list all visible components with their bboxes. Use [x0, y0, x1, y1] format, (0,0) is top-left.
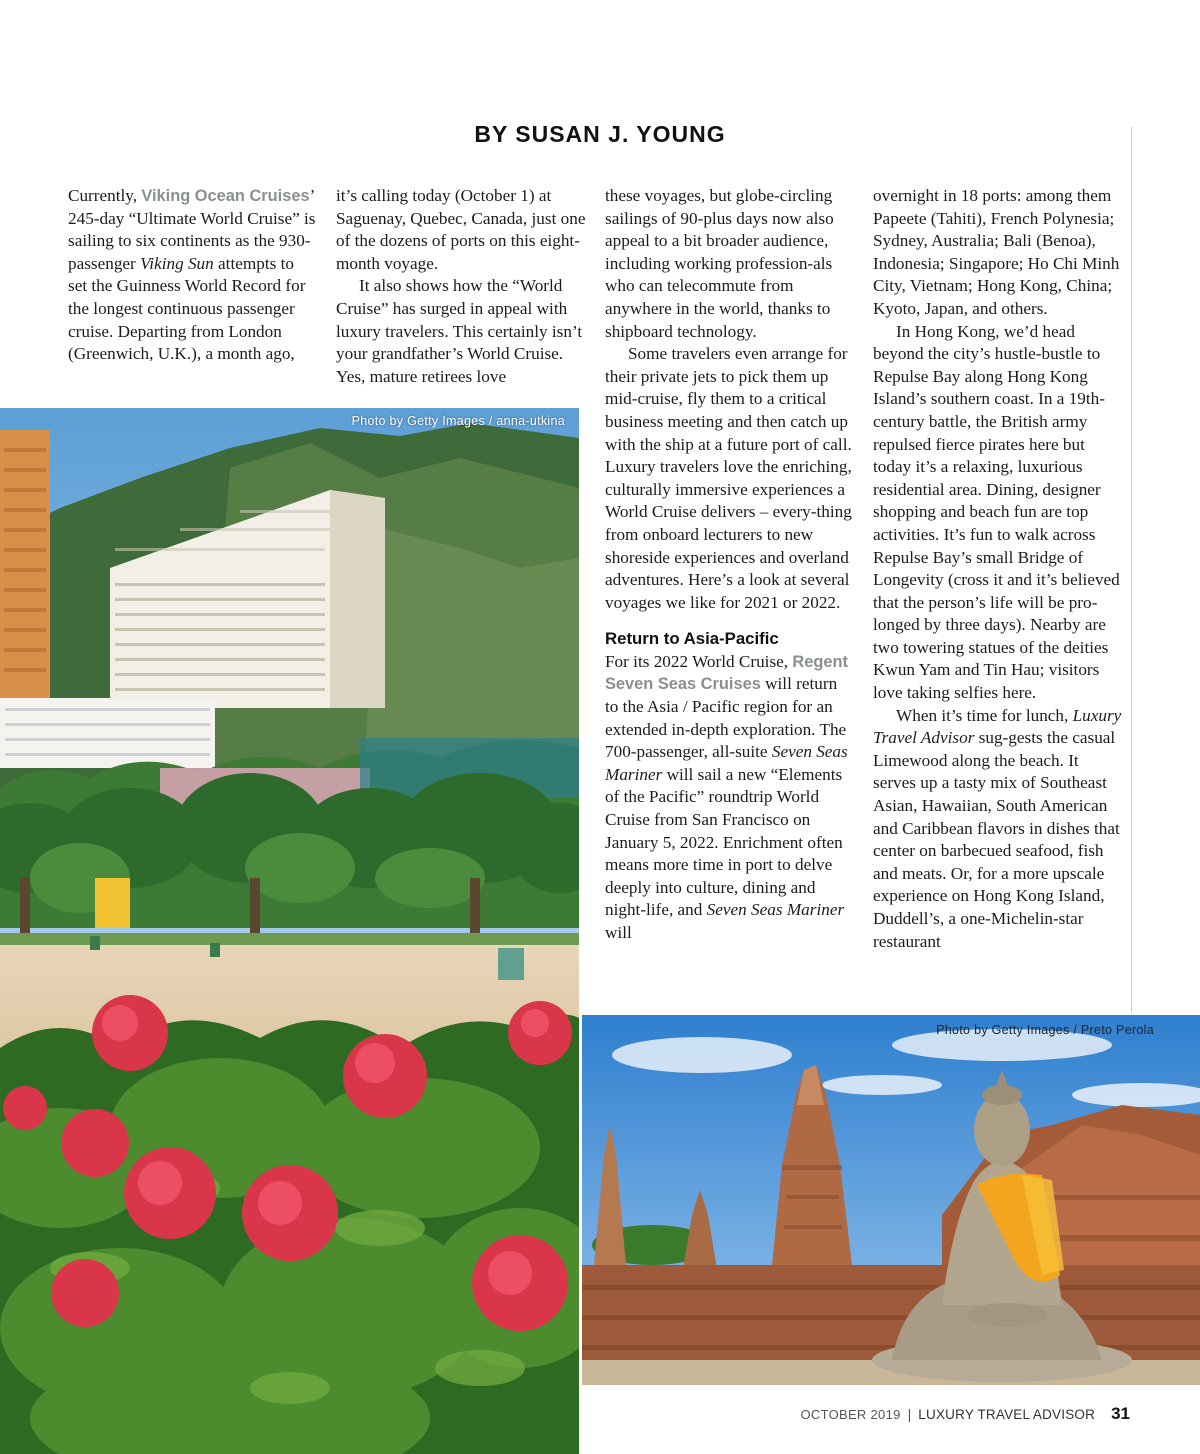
column-divider	[1131, 127, 1132, 1012]
text-run: attempts to set the Guinness World Record for the longest continuous passenger cruise. Departing from London (Greenwich, U.K.), a month ago,	[68, 253, 306, 364]
ship-name: Seven Seas Mariner	[605, 742, 848, 784]
footer-separator: |	[907, 1406, 912, 1422]
ship-name: Seven Seas Mariner	[706, 900, 845, 920]
paragraph: overnight in 18 ports: among them Papeete (Tahiti), French Polynesia; Sydney, Australia; Bali (Benoa), Indonesia; Singapore; Ho Chi Minh City, Vietnam; Hong Kong, China; Kyoto, Japan, and others.	[873, 186, 1120, 318]
paragraph	[68, 185, 316, 366]
paragraph	[873, 705, 1123, 954]
issue-date: OCTOBER 2019	[800, 1407, 901, 1422]
ayutthaya-buddha-photo	[582, 1015, 1200, 1385]
viking-ocean-cruises-link[interactable]: Viking Ocean Cruises	[141, 187, 310, 205]
text-run: will	[605, 923, 632, 942]
repulse-bay-illustration	[0, 408, 579, 1454]
text-run: When it’s time for lunch,	[896, 705, 1073, 725]
text-run: will sail a new “Elements of the Pacific” roundtrip World Cruise from San Francisco on January 5, 2022. Enrichment often means more time in port to delve deeply into culture, dining and night-life, and	[605, 764, 843, 920]
text-run: For its 2022 World Cruise,	[605, 651, 793, 671]
buddha-temple-illustration	[582, 1015, 1200, 1385]
byline: BY SUSAN J. YOUNG	[474, 121, 726, 147]
text-run: ’ 245-day “Ultimate World Cruise” is sailing to six continents as the 930-passenger	[68, 186, 316, 273]
article-column-1	[68, 185, 316, 366]
article-column-3	[605, 185, 853, 945]
repulse-bay-photo	[0, 408, 579, 1454]
article-column-2	[336, 185, 586, 388]
paragraph	[605, 651, 853, 945]
paragraph: It also shows how the “World Cruise” has surged in appeal with luxury travelers. This certainly isn’t your grandfather’s World Cruise. Yes, mature retirees love	[336, 276, 583, 386]
text-run: sug-gests the casual Limewood along the beach. It serves up a tasty mix of Southeast Asian, Hawaiian, South American and Caribbean flavors in dishes that center on barbecued seafood, fish and meats. Or, for a more upscale experience on Hong Kong Island, Duddell’s, a one-Michelin-star restaurant	[873, 728, 1120, 951]
page-number: 31	[1111, 1404, 1130, 1423]
paragraph: these voyages, but globe-circling sailings of 90-plus days now also appeal to a bit broader audience, including working profession-als who can telecommute from anywhere in the world, thanks to shipboard technology.	[605, 186, 834, 341]
text-run: Currently,	[68, 186, 142, 205]
paragraph: it’s calling today (October 1) at Saguenay, Quebec, Canada, just one of the dozens of ports on this eight-month voyage.	[336, 186, 586, 273]
section-heading: Return to Asia-Pacific	[605, 629, 779, 649]
page-footer	[800, 1404, 1130, 1424]
text-run: will return to the Asia / Pacific region for an extended in-depth exploration. The 700-passenger, all-suite	[605, 674, 847, 762]
paragraph: In Hong Kong, we’d head beyond the city’s hustle-bustle to Repulse Bay along Hong Kong Island’s southern coast. In a 19th-century battle, the British army repulsed fierce pirates here but today it’s a relaxing, luxurious residential area. Dining, designer shopping and beach fun are top activities. It’s fun to walk across Repulse Bay’s small Bridge of Longevity (cross it and it’s believed that the person’s life will be pro-longed by three days). Nearby are two towering statues of the deities Kwun Yam and Tin Hau; visitors love taking selfies here.	[873, 321, 1120, 703]
magazine-name: LUXURY TRAVEL ADVISOR	[918, 1407, 1096, 1422]
publication-name: Luxury Travel Advisor	[873, 705, 1122, 748]
paragraph: Some travelers even arrange for their private jets to pick them up mid-cruise, fly them to a critical business meeting and then catch up with the ship at a future port of call. Luxury travelers love the enriching, culturally immersive experiences a World Cruise delivers – every-thing from onboard lecturers to new shoreside experiences and overland adventures. Here’s a look at several voyages we like for 2021 or 2022.	[605, 344, 852, 612]
photo-credit: Photo by Getty Images / Preto Perola	[936, 1023, 1154, 1037]
ship-name: Viking Sun	[140, 253, 214, 273]
regent-seven-seas-link[interactable]: Regent Seven Seas Cruises	[605, 652, 848, 694]
article-column-4	[873, 185, 1123, 953]
photo-credit: Photo by Getty Images / anna-utkina	[351, 414, 565, 428]
